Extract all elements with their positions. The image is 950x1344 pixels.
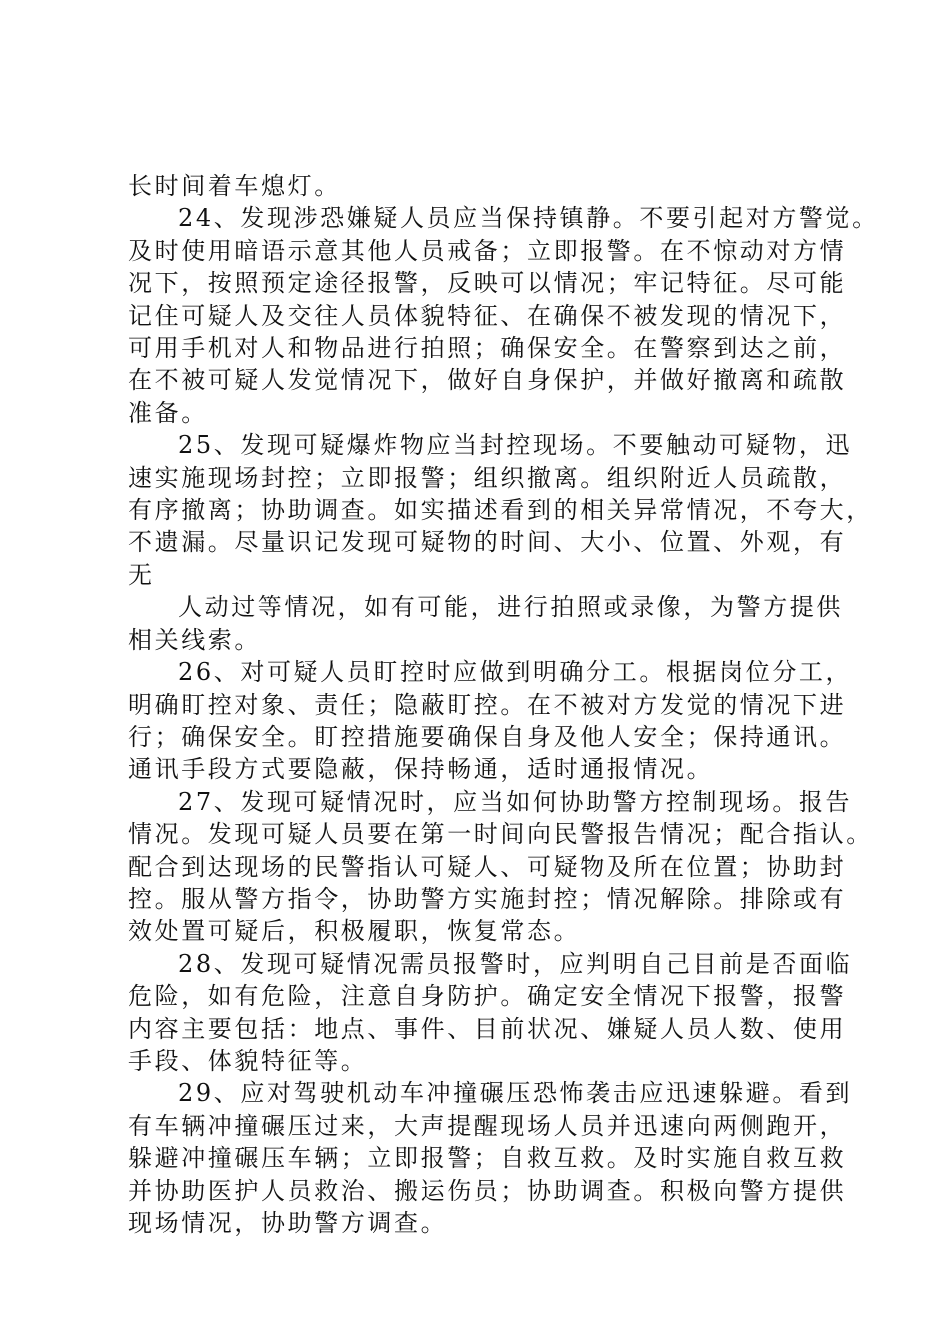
text-line: 可用手机对人和物品进行拍照；确保安全。在警察到达之前， — [128, 334, 847, 363]
text-line: 速实施现场封控；立即报警；组织撤离。组织附近人员疏散， — [128, 463, 847, 492]
text-line: 危险，如有危险，注意自身防护。确定安全情况下报警，报警 — [128, 982, 847, 1011]
text-line: 行；确保安全。盯控措施要确保自身及他人安全；保持通讯。 — [128, 722, 847, 751]
text-line: 在不被可疑人发觉情况下，做好自身保护，并做好撤离和疏散 — [128, 366, 847, 395]
text-line: 通讯手段方式要隐蔽，保持畅通，适时通报情况。 — [128, 755, 714, 784]
text-line: 29、应对驾驶机动车冲撞碾压恐怖袭击应迅速躲避。看到 — [178, 1079, 853, 1108]
text-line: 记住可疑人及交往人员体貌特征、在确保不被发现的情况下， — [128, 301, 847, 330]
text-line: 配合到达现场的民警指认可疑人、可疑物及所在位置；协助封 — [128, 852, 847, 881]
text-line: 现场情况，协助警方调查。 — [128, 1209, 448, 1237]
text-line: 26、对可疑人员盯控时应做到明确分工。根据岗位分工， — [178, 658, 853, 687]
text-line: 躲避冲撞碾压车辆；立即报警；自救互救。及时实施自救互救 — [128, 1144, 847, 1173]
text-line: 效处置可疑后，积极履职，恢复常态。 — [128, 917, 581, 946]
text-line: 内容主要包括：地点、事件、目前状况、嫌疑人员人数、使用 — [128, 1014, 847, 1043]
text-line: 相关线索。 — [128, 625, 261, 654]
text-line: 有序撤离；协助调查。如实描述看到的相关异常情况，不夸大， — [128, 496, 873, 525]
text-line: 无 — [128, 560, 155, 589]
text-line: 及时使用暗语示意其他人员戒备；立即报警。在不惊动对方情 — [128, 236, 847, 265]
text-line: 有车辆冲撞碾压过来，大声提醒现场人员并迅速向两侧跑开， — [128, 1111, 847, 1140]
text-line: 准备。 — [128, 398, 208, 427]
document-body — [128, 170, 879, 1239]
text-line: 不遗漏。尽量识记发现可疑物的时间、大小、位置、外观，有 — [128, 528, 847, 557]
text-line: 况下，按照预定途径报警，反映可以情况；牢记特征。尽可能 — [128, 269, 847, 298]
text-line: 并协助医护人员救治、搬运伤员；协助调查。积极向警方提供 — [128, 1176, 847, 1205]
text-line: 人动过等情况，如有可能，进行拍照或录像，为警方提供 — [178, 593, 843, 622]
text-line: 27、发现可疑情况时，应当如何协助警方控制现场。报告 — [178, 787, 853, 816]
text-line: 长时间着车熄灯。 — [128, 172, 341, 200]
text-line: 明确盯控对象、责任；隐蔽盯控。在不被对方发觉的情况下进 — [128, 690, 847, 719]
text-line: 25、发现可疑爆炸物应当封控现场。不要触动可疑物，迅 — [178, 431, 853, 460]
text-line: 控。服从警方指令，协助警方实施封控；情况解除。排除或有 — [128, 884, 847, 913]
text-line: 情况。发现可疑人员要在第一时间向民警报告情况；配合指认。 — [128, 820, 873, 849]
text-line: 24、发现涉恐嫌疑人员应当保持镇静。不要引起对方警觉。 — [178, 204, 879, 233]
text-line: 手段、体貌特征等。 — [128, 1046, 368, 1075]
text-line: 28、发现可疑情况需员报警时，应判明自己目前是否面临 — [178, 949, 853, 978]
